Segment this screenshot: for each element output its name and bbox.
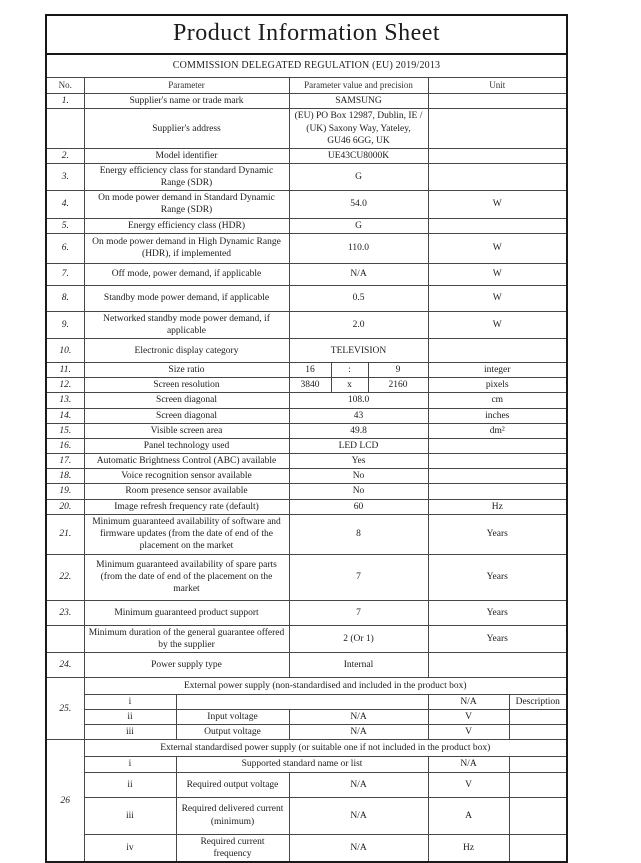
row-parameter: Screen diagonal xyxy=(84,408,289,423)
block26-subrow xyxy=(46,834,567,862)
row-value: LED LCD xyxy=(289,438,428,453)
col-header-parameter: Parameter xyxy=(84,78,289,94)
table-row xyxy=(46,469,567,484)
table-row xyxy=(46,311,567,338)
block26-header-row xyxy=(46,740,567,757)
row-unit: Years xyxy=(428,554,567,600)
row-no: 9. xyxy=(46,311,84,338)
row-value: 8 xyxy=(289,514,428,554)
row-unit xyxy=(428,652,567,677)
table-row xyxy=(46,554,567,600)
table-row xyxy=(46,191,567,218)
subrow-no: i xyxy=(84,757,176,772)
subrow-value: N/A xyxy=(289,772,428,797)
table-row xyxy=(46,408,567,423)
row-no xyxy=(46,109,84,148)
subrow-unit: V xyxy=(428,772,509,797)
row-parameter: Minimum guaranteed availability of spare parts (from the date of end of the placement on the market xyxy=(84,554,289,600)
table-row xyxy=(46,263,567,285)
product-info-table xyxy=(45,14,568,863)
row-value-separator: x xyxy=(331,378,368,393)
row-parameter: Visible screen area xyxy=(84,423,289,438)
row-parameter: Screen diagonal xyxy=(84,393,289,408)
row-unit: pixels xyxy=(428,378,567,393)
subrow-description xyxy=(509,797,567,834)
table-row xyxy=(46,514,567,554)
row-no: 11. xyxy=(46,363,84,378)
row-unit xyxy=(428,469,567,484)
row-no: 1. xyxy=(46,94,84,109)
subrow-description xyxy=(509,725,567,740)
row-value-right: 9 xyxy=(368,363,428,378)
row-parameter: Supplier's name or trade mark xyxy=(84,94,289,109)
table-row xyxy=(46,484,567,499)
row-no: 13. xyxy=(46,393,84,408)
subrow-value: N/A xyxy=(289,834,428,862)
subrow-value: N/A xyxy=(289,797,428,834)
subrow-description xyxy=(509,757,567,772)
row-unit: Years xyxy=(428,600,567,625)
row-value: 54.0 xyxy=(289,191,428,218)
table-row xyxy=(46,625,567,652)
row-parameter: Electronic display category xyxy=(84,339,289,363)
subrow-label: Required output voltage xyxy=(176,772,289,797)
row-value: SAMSUNG xyxy=(289,94,428,109)
block26-subrow xyxy=(46,772,567,797)
row-unit xyxy=(428,438,567,453)
row-parameter: Networked standby mode power demand, if applicable xyxy=(84,311,289,338)
row-value: 7 xyxy=(289,554,428,600)
title-row xyxy=(46,15,567,54)
row-unit: cm xyxy=(428,393,567,408)
row-no: 23. xyxy=(46,600,84,625)
subrow-unit: A xyxy=(428,797,509,834)
row-no: 8. xyxy=(46,285,84,311)
row-unit: inches xyxy=(428,408,567,423)
row-value: G xyxy=(289,218,428,233)
row-unit xyxy=(428,148,567,163)
subrow-description xyxy=(509,772,567,797)
row-unit xyxy=(428,218,567,233)
row-no: 17. xyxy=(46,454,84,469)
row-value: 108.0 xyxy=(289,393,428,408)
subrow-label: Output voltage xyxy=(176,725,289,740)
row-unit xyxy=(428,454,567,469)
regulation-subtitle: COMMISSION DELEGATED REGULATION (EU) 2019/2013 xyxy=(46,54,567,78)
row-parameter: Minimum duration of the general guarantee offered by the supplier xyxy=(84,625,289,652)
table-row xyxy=(46,339,567,363)
table-row xyxy=(46,218,567,233)
product-information-sheet xyxy=(45,14,568,863)
block26-subrow xyxy=(46,797,567,834)
subrow-value: N/A xyxy=(289,710,428,725)
row-value: G xyxy=(289,164,428,191)
row-value: No xyxy=(289,484,428,499)
block25-header-row xyxy=(46,677,567,694)
table-row xyxy=(46,652,567,677)
row-value: TELEVISION xyxy=(289,339,428,363)
row-unit: Years xyxy=(428,625,567,652)
subrow-no: i xyxy=(84,694,176,709)
row-parameter: Panel technology used xyxy=(84,438,289,453)
block-no: 26 xyxy=(46,740,84,862)
row-no: 10. xyxy=(46,339,84,363)
row-value: UE43CU8000K xyxy=(289,148,428,163)
row-value: Yes xyxy=(289,454,428,469)
row-parameter: Energy efficiency class for standard Dynamic Range (SDR) xyxy=(84,164,289,191)
table-row xyxy=(46,423,567,438)
row-unit xyxy=(428,484,567,499)
table-row xyxy=(46,148,567,163)
subrow-merged: Supported standard name or list xyxy=(176,757,428,772)
subrow-label: Required delivered current (minimum) xyxy=(176,797,289,834)
row-no: 18. xyxy=(46,469,84,484)
col-header-no: No. xyxy=(46,78,84,94)
row-unit: W xyxy=(428,263,567,285)
subrow-description xyxy=(509,710,567,725)
table-row xyxy=(46,285,567,311)
row-no: 20. xyxy=(46,499,84,514)
row-value-right: 2160 xyxy=(368,378,428,393)
block25-subrow xyxy=(46,694,567,709)
subrow-label: Required current frequency xyxy=(176,834,289,862)
row-parameter: Minimum guaranteed availability of software and firmware updates (from the date of end of the placement on the market xyxy=(84,514,289,554)
row-parameter: Voice recognition sensor available xyxy=(84,469,289,484)
block-header: External power supply (non-standardised and included in the product box) xyxy=(84,677,567,694)
row-no: 2. xyxy=(46,148,84,163)
row-unit: W xyxy=(428,233,567,263)
row-parameter: Supplier's address xyxy=(84,109,289,148)
row-no: 4. xyxy=(46,191,84,218)
row-parameter: Energy efficiency class (HDR) xyxy=(84,218,289,233)
block26-subrow xyxy=(46,757,567,772)
row-no: 12. xyxy=(46,378,84,393)
table-row xyxy=(46,600,567,625)
subrow-unit: V xyxy=(428,725,509,740)
subrow-no: iii xyxy=(84,725,176,740)
row-unit: W xyxy=(428,311,567,338)
subrow-description xyxy=(509,834,567,862)
row-parameter: Model identifier xyxy=(84,148,289,163)
row-no: 3. xyxy=(46,164,84,191)
row-value: 2 (Or 1) xyxy=(289,625,428,652)
row-unit xyxy=(428,339,567,363)
subrow-unit: V xyxy=(428,710,509,725)
row-value-left: 3840 xyxy=(289,378,331,393)
row-value: 49.8 xyxy=(289,423,428,438)
row-no: 6. xyxy=(46,233,84,263)
block25-subrow xyxy=(46,725,567,740)
row-parameter: Power supply type xyxy=(84,652,289,677)
block-header: External standardised power supply (or suitable one if not included in the product box) xyxy=(84,740,567,757)
description-label: Description xyxy=(509,694,567,709)
table-row xyxy=(46,363,567,378)
row-no: 21. xyxy=(46,514,84,554)
row-no xyxy=(46,625,84,652)
row-value: 7 xyxy=(289,600,428,625)
row-no: 16. xyxy=(46,438,84,453)
row-value: 110.0 xyxy=(289,233,428,263)
row-no: 15. xyxy=(46,423,84,438)
subrow-no: ii xyxy=(84,710,176,725)
row-value: 0.5 xyxy=(289,285,428,311)
row-unit: integer xyxy=(428,363,567,378)
row-parameter: Off mode, power demand, if applicable xyxy=(84,263,289,285)
table-row xyxy=(46,438,567,453)
row-parameter: On mode power demand in High Dynamic Range (HDR), if implemented xyxy=(84,233,289,263)
row-unit: Years xyxy=(428,514,567,554)
table-row xyxy=(46,164,567,191)
row-no: 19. xyxy=(46,484,84,499)
subrow-merged xyxy=(176,694,428,709)
table-row xyxy=(46,454,567,469)
row-value: (EU) PO Box 12987, Dublin, IE / (UK) Saxony Way, Yateley, GU46 6GG, UK xyxy=(289,109,428,148)
row-parameter: Size ratio xyxy=(84,363,289,378)
row-parameter: Automatic Brightness Control (ABC) available xyxy=(84,454,289,469)
row-value: N/A xyxy=(289,263,428,285)
row-unit xyxy=(428,109,567,148)
table-row xyxy=(46,393,567,408)
block-no: 25. xyxy=(46,677,84,739)
subrow-label: Input voltage xyxy=(176,710,289,725)
subrow-no: iii xyxy=(84,797,176,834)
row-unit: W xyxy=(428,191,567,218)
row-parameter: Standby mode power demand, if applicable xyxy=(84,285,289,311)
col-header-unit: Unit xyxy=(428,78,567,94)
row-unit xyxy=(428,94,567,109)
subrow-value: N/A xyxy=(289,725,428,740)
row-unit: dm² xyxy=(428,423,567,438)
row-value: 43 xyxy=(289,408,428,423)
row-unit xyxy=(428,164,567,191)
page-title: Product Information Sheet xyxy=(46,15,567,54)
subrow-value: N/A xyxy=(428,757,509,772)
row-parameter: Screen resolution xyxy=(84,378,289,393)
row-unit: W xyxy=(428,285,567,311)
subrow-value: N/A xyxy=(428,694,509,709)
col-header-value: Parameter value and precision xyxy=(289,78,428,94)
row-value: Internal xyxy=(289,652,428,677)
row-no: 22. xyxy=(46,554,84,600)
row-unit: Hz xyxy=(428,499,567,514)
regulation-row xyxy=(46,54,567,78)
subrow-unit: Hz xyxy=(428,834,509,862)
row-parameter: Image refresh frequency rate (default) xyxy=(84,499,289,514)
row-value-left: 16 xyxy=(289,363,331,378)
row-no: 7. xyxy=(46,263,84,285)
row-no: 24. xyxy=(46,652,84,677)
subrow-no: iv xyxy=(84,834,176,862)
table-row xyxy=(46,499,567,514)
row-value: 2.0 xyxy=(289,311,428,338)
row-value: No xyxy=(289,469,428,484)
table-row xyxy=(46,109,567,148)
row-no: 14. xyxy=(46,408,84,423)
block25-subrow xyxy=(46,710,567,725)
row-value: 60 xyxy=(289,499,428,514)
row-no: 5. xyxy=(46,218,84,233)
row-parameter: On mode power demand in Standard Dynamic Range (SDR) xyxy=(84,191,289,218)
table-row xyxy=(46,378,567,393)
subrow-no: ii xyxy=(84,772,176,797)
row-parameter: Minimum guaranteed product support xyxy=(84,600,289,625)
column-header-row xyxy=(46,78,567,94)
table-row xyxy=(46,233,567,263)
table-row xyxy=(46,94,567,109)
row-parameter: Room presence sensor available xyxy=(84,484,289,499)
row-value-separator: : xyxy=(331,363,368,378)
